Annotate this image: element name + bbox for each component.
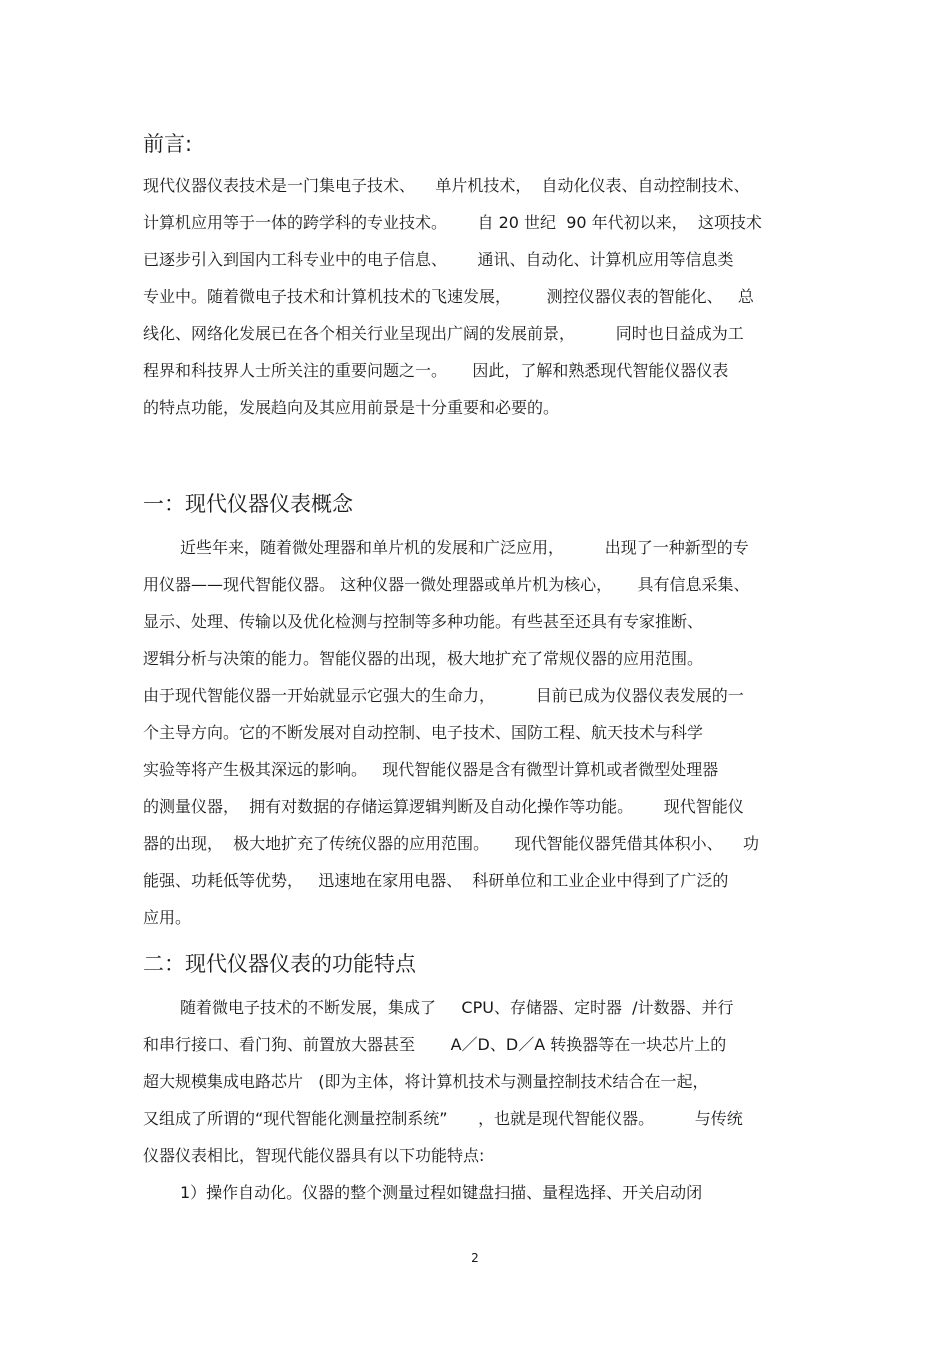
preface-line: 线化、网络化发展已在各个相关行业呈现出广阔的发展前景， 同时也日益成为工 <box>143 324 744 343</box>
preface-line: 程界和科技界人士所关注的重要问题之一。 因此，了解和熟悉现代智能仪器仪表 <box>143 361 729 380</box>
preface-line: 专业中。随着微电子技术和计算机技术的飞速发展， 测控仪器仪表的智能化、 总 <box>143 287 754 306</box>
section2-line: 和串行接口、看门狗、前置放大器甚至 A／D、D／A 转换器等在一块芯片上的 <box>143 1035 727 1054</box>
heading-section-2: 二：现代仪器仪表的功能特点 <box>143 952 416 976</box>
section1-line: 用仪器——现代智能仪器。 这种仪器一微处理器或单片机为核心， 具有信息采集、 <box>143 575 750 594</box>
preface-line: 已逐步引入到国内工科专业中的电子信息、 通讯、自动化、计算机应用等信息类 <box>143 250 734 269</box>
section2-line: 1）操作自动化。仪器的整个测量过程如键盘扫描、量程选择、开关启动闭 <box>180 1183 703 1202</box>
section1-line: 能强、功耗低等优势， 迅速地在家用电器、 科研单位和工业企业中得到了广泛的 <box>143 871 729 890</box>
section1-line: 器的出现， 极大地扩充了传统仪器的应用范围。 现代智能仪器凭借其体积小、 功 <box>143 834 759 853</box>
section1-line: 近些年来，随着微处理器和单片机的发展和广泛应用， 出现了一种新型的专 <box>180 538 749 557</box>
section1-line: 由于现代智能仪器一开始就显示它强大的生命力， 目前已成为仪器仪表发展的一 <box>143 686 744 705</box>
section1-line: 显示、处理、传输以及优化检测与控制等多种功能。有些甚至还具有专家推断、 <box>143 612 704 631</box>
section2-line: 超大规模集成电路芯片 (即为主体，将计算机技术与测量控制技术结合在一起， <box>143 1072 709 1091</box>
section2-line: 仪器仪表相比，智现代能仪器具有以下功能特点: <box>143 1146 485 1165</box>
section2-line: 随着微电子技术的不断发展，集成了 CPU、存储器、定时器 /计数器、并行 <box>180 998 734 1017</box>
section1-line: 的测量仪器， 拥有对数据的存储运算逻辑判断及自动化操作等功能。 现代智能仪 <box>143 797 744 816</box>
preface-line: 的特点功能，发展趋向及其应用前景是十分重要和必要的。 <box>143 398 560 417</box>
heading-preface: 前言: <box>143 132 193 156</box>
section2-line: 又组成了所谓的“现代智能化测量控制系统” ，也就是现代智能仪器。 与传统 <box>143 1109 743 1128</box>
section1-line: 个主导方向。它的不断发展对自动控制、电子技术、国防工程、航天技术与科学 <box>143 723 704 742</box>
section1-line: 逻辑分析与决策的能力。智能仪器的出现，极大地扩充了常规仪器的应用范围。 <box>143 649 704 668</box>
heading-section-1: 一：现代仪器仪表概念 <box>143 492 353 516</box>
page-number: 2 <box>471 1251 479 1265</box>
preface-line: 现代仪器仪表技术是一门集电子技术、 单片机技术， 自动化仪表、自动控制技术、 <box>143 176 750 195</box>
section1-line: 应用。 <box>143 908 192 927</box>
preface-line: 计算机应用等于一体的跨学科的专业技术。 自 20 世纪 90 年代初以来， 这项技术 <box>143 213 762 232</box>
section1-line: 实验等将产生极其深远的影响。 现代智能仪器是含有微型计算机或者微型处理器 <box>143 760 719 779</box>
